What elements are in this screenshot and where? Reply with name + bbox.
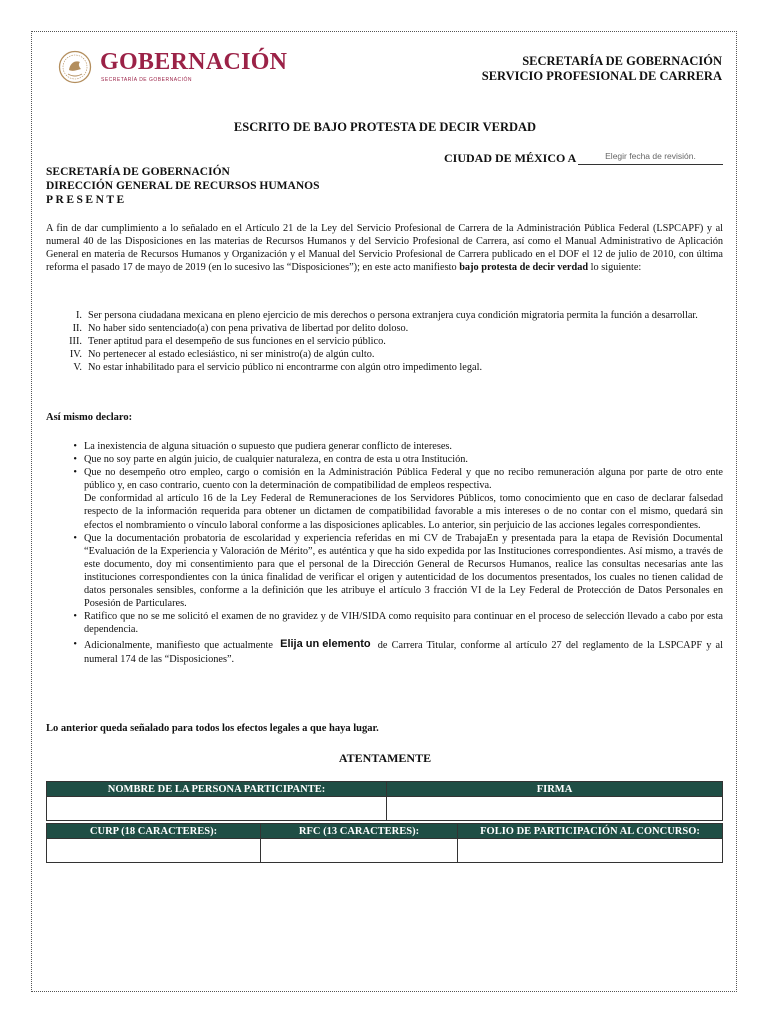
list-text: Ratifico que no se me solicitó el examen de no gravidez y de VIH/SIDA como requisito para continuar en el proceso de selección llevado a cabo por esta dependencia. [84,611,723,636]
header-line-2: SERVICIO PROFESIONAL DE CARRERA [481,69,722,83]
gobernacion-logo [58,48,288,88]
closing-statement: Lo anterior queda señalado para todos los efectos legales a que haya lugar. [46,723,379,734]
declaration-heading: Así mismo declaro: [46,412,133,423]
list-item [46,322,723,335]
folio-header: FOLIO DE PARTICIPACIÓN AL CONCURSO: [458,824,723,839]
header-line-1: SECRETARÍA DE GOBERNACIÓN [522,54,722,68]
list-number: I. [75,310,82,321]
intro-paragraph [46,222,723,274]
list-number: II. [72,323,82,335]
curp-header: CURP (18 CARACTERES): [47,824,261,839]
list-text [84,638,723,665]
list-item [46,348,723,361]
list-number: III. [69,336,82,348]
list-text: Ser persona ciudadana mexicana en pleno ejercicio de mis derechos o persona extranjera cuya condición migratoria permita la función a desarrollar. [88,310,698,321]
rfc-header: RFC (13 CARACTERES): [261,824,458,839]
list-item [46,638,723,665]
national-seal-icon [58,50,92,84]
requirements-list [46,309,723,374]
recipient-block [46,165,319,207]
list-item [46,335,723,348]
list-text: La inexistencia de alguna situación o supuesto que pudiera generar conflicto de intereses. [84,441,452,452]
list-text: No pertenecer al estado eclesiástico, ni ser ministro(a) de algún culto. [88,349,375,361]
bullet-icon: • [73,532,77,544]
element-dropdown[interactable]: Elija un elemento [280,638,371,651]
intro-tail: lo siguiente: [588,262,642,274]
list-number: IV. [69,349,82,361]
firma-input-cell[interactable] [387,797,723,821]
list-text [84,466,723,531]
list-text: Que la documentación probatoria de escolaridad y experiencia referidas en mi CV de TrabajaEn y presentada para la etapa de Revisión Documental “Evaluación de la Experiencia y Valoración de Mérito”, es auténtica y que ha sido expedida por las Instituciones correspondientes. Así mismo, a través de este documento, doy mi consentimiento para que el personal de la Dirección General de Recursos Humanos, realice las consultas necesarias ante las instituciones correspondientes con la única finalidad de verificar el origen y autenticidad de los documentos presentados, los cuales no tienen calidad de datos personales sensibles, conforme a la definición que les atribuye el artículo 3 fracción VI de la Ley Federal de Protección de Datos Personales en Posesión de Particulares. [84,532,723,610]
list-text-after: de Carrera Titular, conforme al artículo 27 del reglamento de la LSPCAPF y al numeral 174 de las “Disposiciones”. [84,640,723,665]
list-text: No haber sido sentenciado(a) con pena privativa de libertad por delito doloso. [88,323,409,335]
list-text-continuation: De conformidad al artículo 16 de la Ley Federal de Remuneraciones de los Servidores Públicos, tomo conocimiento que en caso de declarar falsedad respecto de la información requerida para obtener un dictamen de compatibilidad favorable a mis intereses o de no contar con el mismo, quedará sin efectos el nombramiento o vínculo laboral conforme a las disposiciones aplicables. Lo anterior, sin perjuicio de las acciones legales correspondientes. [84,493,723,531]
folio-input-cell[interactable] [458,839,723,863]
list-item [46,440,723,453]
list-item [46,309,723,322]
date-picker-field[interactable]: Elegir fecha de revisión. [578,148,723,165]
participant-table [46,781,723,821]
list-text: No estar inhabilitado para el servicio público ni encontrarme con algún otro impedimento legal. [88,362,483,374]
list-number: V. [73,362,82,374]
rfc-input-cell[interactable] [261,839,458,863]
name-header: NOMBRE DE LA PERSONA PARTICIPANTE: [47,782,387,797]
document-page [31,31,737,992]
logo-subtitle: SECRETARÍA DE GOBERNACIÓN [101,77,193,83]
recipient-line-2: DIRECCIÓN GENERAL DE RECURSOS HUMANOS [46,180,320,192]
identifiers-table [46,823,723,863]
list-text: Que no soy parte en algún juicio, de cualquier naturaleza, en contra de esta u otra Institución. [84,454,468,466]
list-item [46,532,723,611]
header-department [482,54,722,84]
list-item [46,361,723,374]
firma-header: FIRMA [387,782,723,797]
list-text-before: Adicionalmente, manifiesto que actualmente [84,640,278,652]
list-text: Tener aptitud para el desempeño de sus funciones en el servicio público. [88,336,386,348]
atentamente-label: ATENTAMENTE [338,751,432,765]
name-input-cell[interactable] [47,797,387,821]
recipient-line-1: SECRETARÍA DE GOBERNACIÓN [46,166,230,178]
bullet-icon: • [73,441,77,452]
declaration-list [46,440,723,666]
logo-wordmark: GOBERNACIÓN [100,49,288,75]
bullet-icon: • [73,639,77,651]
document-title: ESCRITO DE BAJO PROTESTA DE DECIR VERDAD [233,120,537,134]
list-item [46,466,723,531]
bullet-icon: • [73,467,77,479]
list-item [46,453,723,466]
bullet-icon: • [73,454,77,466]
intro-text: A fin de dar cumplimiento a lo señalado en el Artículo 21 de la Ley del Servicio Profesional de Carrera de la Administración Pública Federal (LSPCAPF) y al numeral 40 de las Disposiciones en las materias de Recursos Humanos y del Servicio Profesional de Carrera, así como el Manual Administrativo de Aplicación General en materia de Recursos Humanos y Organización y el Manual del Servicio Profesional de Carrera publicado en el DOF el 12 de julio de 2010, con última reforma el pasado 17 de mayo de 2019 (en lo sucesivo las “Disposiciones”); en este acto manifiesto [46,223,723,274]
city-label: CIUDAD DE MÉXICO A [444,151,577,165]
intro-bold: bajo protesta de decir verdad [459,262,589,274]
list-text-part: Que no desempeño otro empleo, cargo o comisión en la Administración Pública Federal y que no recibo remuneración alguna por parte de otro ente público y, en caso contrario, cuento con la determinación de compatibilidad de empleos respectiva. [84,467,723,492]
bullet-icon: • [73,611,77,623]
curp-input-cell[interactable] [47,839,261,863]
recipient-line-3: PRESENTE [46,194,127,206]
list-item [46,610,723,636]
